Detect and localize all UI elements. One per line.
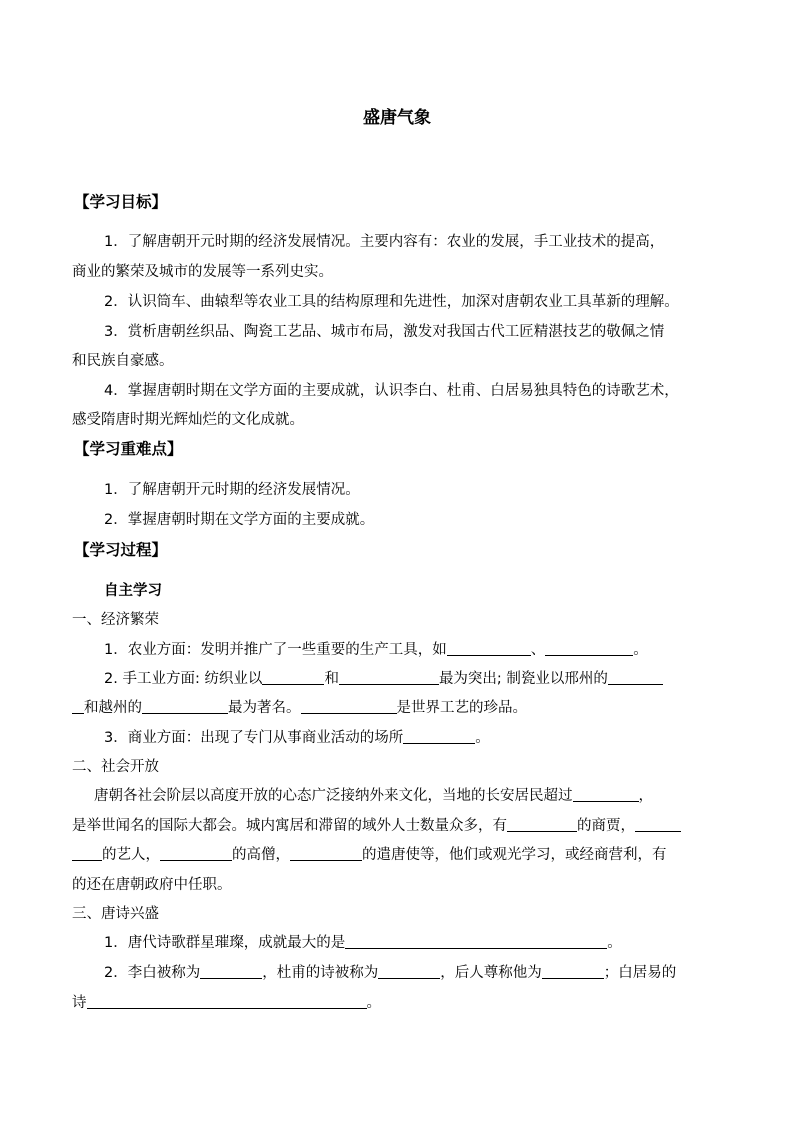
blank-field[interactable]	[339, 669, 439, 685]
objectives-heading: 【学习目标】	[74, 193, 168, 211]
blank-field[interactable]	[545, 640, 633, 656]
self-study-label: 自主学习	[104, 583, 162, 599]
handicraft-question-line-2: 和越州的 最为著名。 是世界工艺的珍品。	[72, 698, 527, 718]
blank-field[interactable]	[72, 698, 84, 714]
objective-1-line-1: 1．了解唐朝开元时期的经济发展情况。主要内容有：农业的发展，手工业技术的提高，	[104, 234, 665, 250]
objective-1-line-2: 商业的繁荣及城市的发展等一系列史实。	[72, 264, 333, 280]
handicraft-question-line-1: 2. 手工业方面: 纺织业以 和 最为突出; 制瓷业以邢州的	[104, 669, 663, 689]
objective-2: 2．认识筒车、曲辕犁等农业工具的结构原理和先进性，加深对唐朝农业工具革新的理解。	[104, 294, 679, 310]
process-heading: 【学习过程】	[74, 541, 168, 559]
key-points-heading: 【学习重难点】	[74, 440, 183, 458]
objective-3-line-2: 和民族自豪感。	[72, 353, 174, 369]
blank-field[interactable]	[72, 845, 102, 861]
blank-field[interactable]	[403, 728, 475, 744]
commerce-question: 3．商业方面：出现了专门从事商业活动的场所 。	[104, 730, 490, 746]
blank-field[interactable]	[87, 993, 367, 1009]
blank-field[interactable]	[262, 669, 324, 685]
objective-4-line-2: 感受隋唐时期光辉灿烂的文化成就。	[72, 412, 304, 428]
blank-field[interactable]	[542, 963, 604, 979]
section-3-title: 三、唐诗兴盛	[72, 906, 159, 922]
blank-field[interactable]	[200, 963, 262, 979]
key-point-2: 2．掌握唐朝时期在文学方面的主要成就。	[104, 512, 375, 528]
objective-3-line-1: 3．赏析唐朝丝织品、陶瓷工艺品、城市布局，激发对我国古代工匠精湛技艺的敬佩之情	[104, 324, 665, 340]
section-2-line-2: 是举世闻名的国际大都会。城内寓居和滞留的域外人士数量众多，有 的商贾，	[72, 816, 681, 836]
agriculture-question: 1．农业方面：发明并推广了一些重要的生产工具，如 、 。	[104, 642, 648, 658]
blank-field[interactable]	[160, 845, 232, 861]
objective-4-line-1: 4．掌握唐朝时期在文学方面的主要成就，认识李白、杜甫、白居易独具特色的诗歌艺术，	[104, 383, 679, 399]
section-2-line-4: 的还在唐朝政府中任职。	[72, 877, 232, 893]
blank-field[interactable]	[635, 816, 681, 832]
blank-field[interactable]	[142, 698, 228, 714]
poetry-question-2-line-2: 诗 。	[72, 995, 381, 1011]
section-2-line-1: 唐朝各社会阶层以高度开放的心态广泛接纳外来文化，当地的长安居民超过 ，	[94, 788, 653, 804]
blank-field[interactable]	[301, 698, 397, 714]
poetry-question-1: 1．唐代诗歌群星璀璨，成就最大的是 。	[104, 935, 622, 951]
blank-field[interactable]	[608, 669, 663, 685]
blank-field[interactable]	[345, 933, 607, 949]
blank-field[interactable]	[290, 845, 362, 861]
blank-field[interactable]	[447, 640, 531, 656]
poetry-question-2-line-1: 2．李白被称为 ，杜甫的诗被称为 ，后人尊称他为 ；白居易的	[104, 965, 677, 981]
blank-field[interactable]	[573, 786, 639, 802]
section-1-title: 一、经济繁荣	[72, 612, 159, 628]
page-title: 盛唐气象	[363, 108, 431, 128]
blank-field[interactable]	[507, 816, 577, 832]
key-point-1: 1．了解唐朝开元时期的经济发展情况。	[104, 482, 360, 498]
section-2-line-3: 的艺人， 的高僧， 的遣唐使等，他们或观光学习，或经商营利，有	[72, 845, 667, 865]
blank-field[interactable]	[378, 963, 440, 979]
section-2-title: 二、社会开放	[72, 759, 159, 775]
